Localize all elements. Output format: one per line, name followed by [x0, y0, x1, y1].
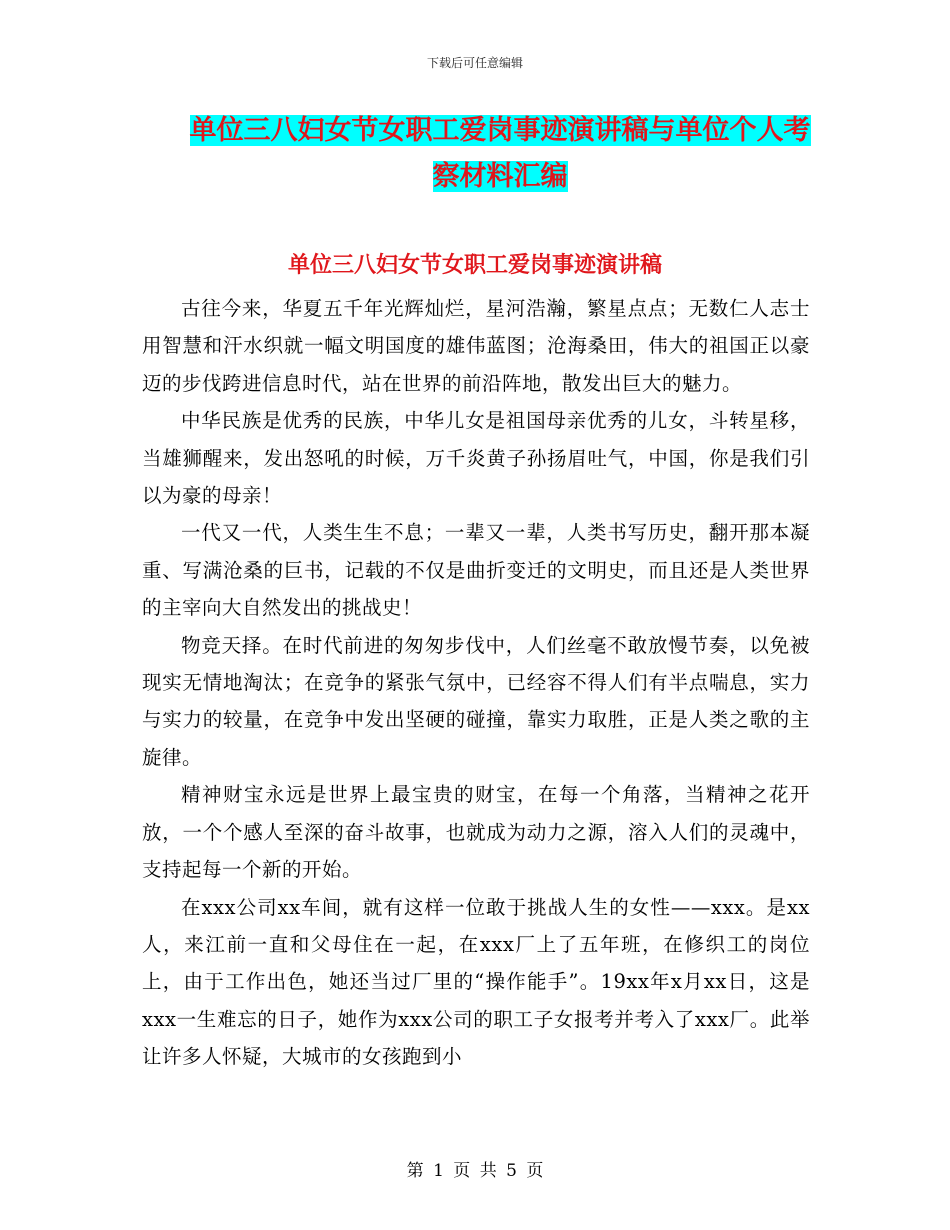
paragraph: 精神财宝永远是世界上最宝贵的财宝，在每一个角落，当精神之花开放，一个个感人至深的奋斗故事，也就成为动力之源，溶入人们的灵魂中，支持起每一个新的开始。: [142, 783, 810, 882]
paragraph: 中华民族是优秀的民族，中华儿女是祖国母亲优秀的儿女，斗转星移，当雄狮醒来，发出怒吼的时候，万千炎黄子孙扬眉吐气，中国，你是我们引以为豪的母亲！: [142, 409, 810, 508]
paragraph: 古往今来，华夏五千年光辉灿烂，星河浩瀚，繁星点点；无数仁人志士用智慧和汗水织就一幅文明国度的雄伟蓝图；沧海桑田，伟大的祖国正以豪迈的步伐跨进信息时代，站在世界的前沿阵地，散发出巨大的魅力。: [142, 297, 810, 395]
paragraph: 在xxx公司xx车间，就有这样一位敢于挑战人生的女性——xxx。是xx人，来江前一直和父母住在一起，在xxx厂上了五年班，在修织工的岗位上，由于工作出色，她还当过厂里的“操作能手”。19xx年x月xx日，这是xxx一生难忘的日子，她作为xxx公司的职工子女报考并考入了xxx厂。此举让许多人怀疑，大城市的女孩跑到小: [142, 895, 810, 1069]
paragraph: 一代又一代，人类生生不息；一辈又一辈，人类书写历史，翻开那本凝重、写满沧桑的巨书，记载的不仅是曲折变迁的文明史，而且还是人类世界的主宰向大自然发出的挑战史！: [142, 521, 810, 620]
paragraph: 物竞天择。在时代前进的匆匆步伐中，人们丝毫不敢放慢节奏，以免被现实无情地淘汰；在竞争的紧张气氛中，已经容不得人们有半点喘息，实力与实力的较量，在竞争中发出坚硬的碰撞，靠实力取胜，正是人类之歌的主旋律。: [142, 633, 810, 769]
document-title-line-2: 察材料汇编: [432, 161, 568, 192]
document-title-line-1: 单位三八妇女节女职工爱岗事迹演讲稿与单位个人考: [189, 115, 811, 146]
body-text: [142, 290, 810, 1076]
header-note: 下载后可任意编辑: [426, 56, 523, 70]
section-heading: 单位三八妇女节女职工爱岗事迹演讲稿: [287, 253, 662, 278]
page-footer: 第 1 页 共 5 页: [406, 1161, 544, 1181]
document-title: [150, 108, 850, 200]
